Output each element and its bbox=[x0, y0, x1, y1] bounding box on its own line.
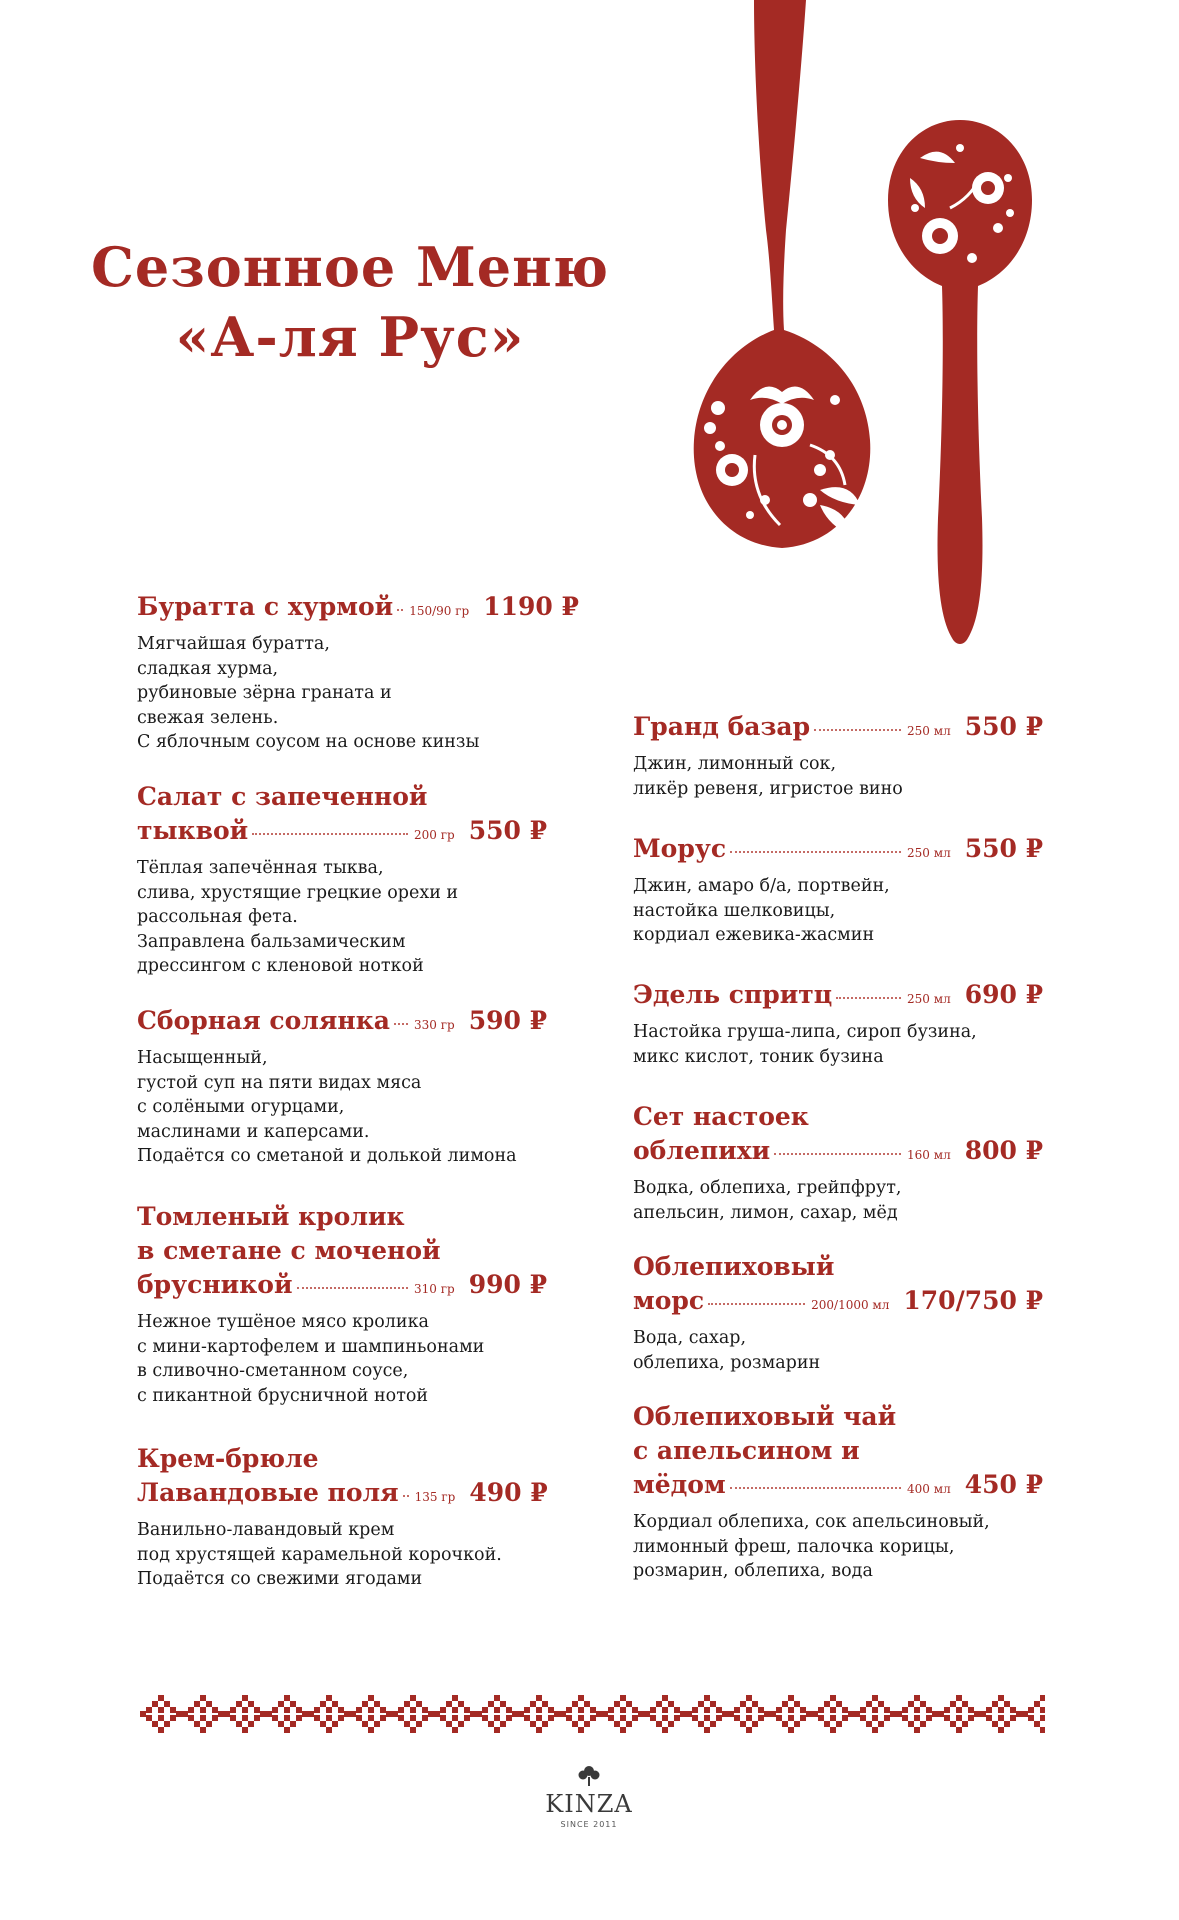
item-description: Джин, лимонный сок, ликёр ревеня, игристое вино bbox=[633, 754, 903, 799]
dot-leader bbox=[836, 996, 901, 999]
item-name: мёдом bbox=[633, 1470, 726, 1499]
item-quantity: 330 гр bbox=[414, 1018, 455, 1032]
item-price: 550 ₽ bbox=[964, 712, 1043, 741]
menu-item bbox=[137, 1442, 547, 1592]
item-name: Эдель спритц bbox=[633, 980, 833, 1009]
item-quantity: 160 мл bbox=[907, 1148, 951, 1162]
item-name: брусникой bbox=[137, 1270, 293, 1299]
item-description: Водка, облепиха, грейпфрут, апельсин, лимон, сахар, мёд bbox=[633, 1178, 902, 1223]
folk-ornament-band bbox=[140, 1693, 1045, 1735]
menu-title bbox=[0, 232, 700, 372]
item-name: Сет настоек bbox=[633, 1102, 809, 1131]
item-description: Вода, сахар, облепиха, розмарин bbox=[633, 1328, 821, 1373]
item-name: Морус bbox=[633, 834, 727, 863]
item-price: 550 ₽ bbox=[468, 816, 547, 845]
dot-leader bbox=[297, 1286, 409, 1289]
item-name: Салат с запеченной bbox=[137, 782, 428, 811]
logo-name: KINZA bbox=[545, 1790, 633, 1818]
item-price: 690 ₽ bbox=[964, 980, 1043, 1009]
item-description: Тёплая запечённая тыква, слива, хрустящие грецкие орехи и рассольная фета. Заправлена бальзамическим дрессингом с кленовой ноткой bbox=[137, 858, 459, 976]
dot-leader bbox=[403, 1494, 409, 1497]
item-description: Настойка груша-липа, сироп бузина, микс кислот, тоник бузина bbox=[633, 1022, 977, 1067]
menu-item bbox=[137, 1200, 547, 1408]
item-quantity: 150/90 гр bbox=[409, 604, 470, 618]
item-price: 170/750 ₽ bbox=[903, 1286, 1043, 1315]
item-price: 450 ₽ bbox=[964, 1470, 1043, 1499]
menu-item bbox=[633, 978, 1043, 1069]
item-price: 590 ₽ bbox=[468, 1006, 547, 1035]
item-name: Облепиховый bbox=[633, 1252, 835, 1281]
item-name: Облепиховый чай bbox=[633, 1402, 897, 1431]
item-description: Кордиал облепиха, сок апельсиновый, лимонный фреш, палочка корицы, розмарин, облепиха, вода bbox=[633, 1512, 990, 1581]
dot-leader bbox=[708, 1302, 805, 1305]
item-name: Гранд базар bbox=[633, 712, 811, 741]
menu-item bbox=[633, 1100, 1043, 1225]
menu-item bbox=[633, 1400, 1043, 1584]
item-price: 1190 ₽ bbox=[483, 592, 579, 621]
menu-item bbox=[137, 590, 579, 755]
item-name: морс bbox=[633, 1286, 705, 1315]
kinza-logo bbox=[539, 1765, 639, 1829]
item-name: в сметане с моченой bbox=[137, 1236, 441, 1265]
item-quantity: 200 гр bbox=[414, 828, 455, 842]
item-name: Лавандовые поля bbox=[137, 1478, 399, 1507]
dot-leader bbox=[397, 608, 403, 611]
item-name: тыквой bbox=[137, 816, 249, 845]
menu-item bbox=[633, 1250, 1043, 1375]
dot-leader bbox=[774, 1152, 901, 1155]
item-price: 800 ₽ bbox=[964, 1136, 1043, 1165]
item-description: Мягчайшая буратта, сладкая хурма, рубиновые зёрна граната и свежая зелень. С яблочным соусом на основе кинзы bbox=[137, 634, 480, 752]
item-quantity: 135 гр bbox=[414, 1490, 456, 1504]
item-price: 990 ₽ bbox=[468, 1270, 547, 1299]
cilantro-leaf-icon bbox=[576, 1765, 602, 1787]
menu-item bbox=[633, 832, 1043, 948]
item-description: Джин, амаро б/а, портвейн, настойка шелковицы, кордиал ежевика-жасмин bbox=[633, 876, 890, 945]
item-quantity: 400 мл bbox=[907, 1482, 951, 1496]
dot-leader bbox=[730, 1486, 901, 1489]
item-quantity: 250 мл bbox=[907, 724, 951, 738]
menu-item bbox=[137, 1004, 547, 1169]
dot-leader bbox=[814, 728, 901, 731]
item-description: Ванильно-лавандовый крем под хрустящей карамельной корочкой. Подаётся со свежими ягодами bbox=[137, 1520, 502, 1589]
item-name: облепихи bbox=[633, 1136, 771, 1165]
painted-spoon-icon bbox=[670, 0, 900, 560]
item-description: Насыщенный, густой суп на пяти видах мяса с солёными огурцами, маслинами и каперсами. Подаётся со сметаной и долькой лимона bbox=[137, 1048, 517, 1166]
menu-item bbox=[633, 710, 1043, 801]
menu-item bbox=[137, 780, 547, 979]
item-name: Сборная солянка bbox=[137, 1006, 390, 1035]
item-quantity: 250 мл bbox=[907, 846, 951, 860]
menu-title-line-1: Сезонное Меню bbox=[90, 235, 610, 299]
item-price: 550 ₽ bbox=[964, 834, 1043, 863]
item-quantity: 250 мл bbox=[907, 992, 951, 1006]
item-quantity: 200/1000 мл bbox=[811, 1298, 890, 1312]
item-price: 490 ₽ bbox=[469, 1478, 548, 1507]
item-name: Крем-брюле bbox=[137, 1444, 319, 1473]
item-quantity: 310 гр bbox=[414, 1282, 455, 1296]
logo-since: SINCE 2011 bbox=[560, 1820, 618, 1829]
dot-leader bbox=[252, 832, 408, 835]
menu-title-line-2: «А-ля Рус» bbox=[175, 305, 525, 369]
item-name: Буратта с хурмой bbox=[137, 592, 394, 621]
dot-leader bbox=[394, 1022, 408, 1025]
item-name: Томленый кролик bbox=[137, 1202, 405, 1231]
item-name: с апельсином и bbox=[633, 1436, 860, 1465]
item-description: Нежное тушёное мясо кролика с мини-картофелем и шампиньонами в сливочно-сметанном соусе, с пикантной брусничной нотой bbox=[137, 1312, 485, 1406]
dot-leader bbox=[730, 850, 901, 853]
painted-spoon-icon bbox=[880, 118, 1040, 648]
